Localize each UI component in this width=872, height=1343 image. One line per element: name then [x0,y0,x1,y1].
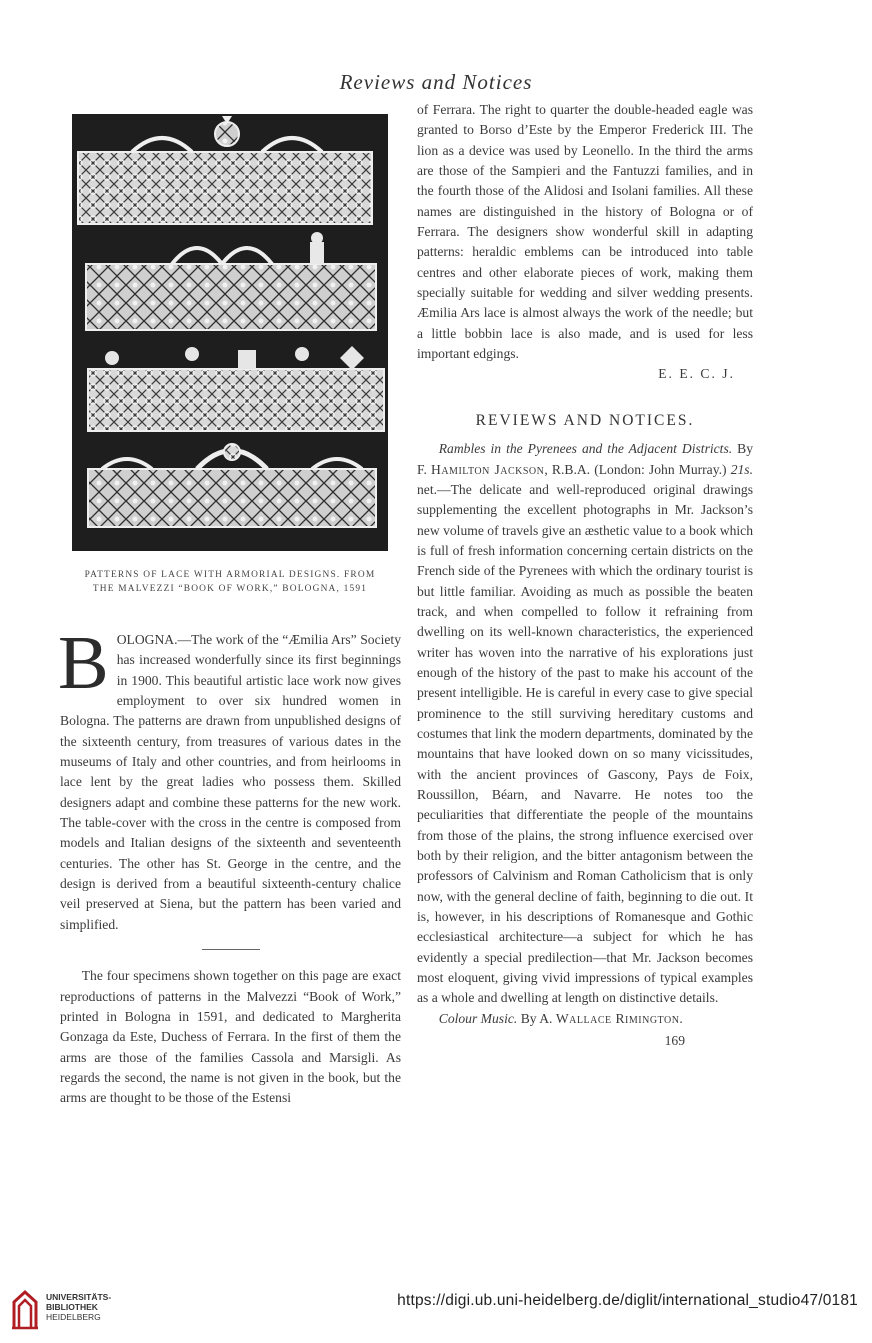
review-2-title: Colour Music. [438,1010,518,1026]
running-head: Reviews and Notices [339,70,533,94]
article-paragraph-1: OLOGNA.—The work of the “Æmilia Ars” Society has increased wonderfully since its first beginnings in 1900. This beautiful artistic lace work now gives employment to over six hundred women in Bologna. The patterns are drawn from unpublished designs of the sixteenth century, from treasures of various dates in the museums of Italy and other countries, and from heirlooms in lace lent by the great ladies who possess them. Skilled designers adapt and combine these patterns for the new work. The table-cover with the cross in the centre is composed from models and Italian designs of the sixteenth and seventeenth centuries. The other has St. George in the centre, and the design is derived from a beautiful sixteenth-century chalice veil preserved at Siena, but the pattern has been varied and simplified. [60,632,401,932]
source-url-link[interactable]: https://digi.ub.uni-heidelberg.de/diglit/international_studio47/0181 [397,1292,858,1309]
library-logo-icon [10,1288,40,1335]
library-name [46,1292,111,1322]
library-line-1: UNIVERSITÄTS- [46,1292,112,1302]
review-1-author: Hamilton Jackson [431,461,545,477]
drop-cap: B [58,621,109,705]
review-1-publisher: , R.B.A. (London: John Murray.) [544,461,731,477]
review-1-title: Rambles in the Pyrenees and the Adjacent Districts. [438,441,733,457]
review-2-author: Wallace Rimington. [555,1010,684,1026]
section-title: REVIEWS AND NOTICES. [475,411,695,429]
article-paragraph-2: The four specimens shown together on this page are exact reproductions of patterns in the Malvezzi “Book of Work,” printed in Bologna in 1591, and dedicated to Margherita Gonzaga da Este, Duchess of Ferrara. In the first of them the arms are those of the families Cassola and Marsigli. As regards the second, the name is not given in the book, but the arms are thought to be those of the Estensi [60,968,401,1106]
library-line-3: HEIDELBERG [46,1312,101,1322]
section-divider [202,949,260,950]
left-column [58,621,401,1109]
author-signature: E. E. C. J. [658,366,735,382]
review-1 [417,439,753,1009]
opening-paragraph [58,621,401,935]
right-column [417,100,753,1051]
page-number: 169 [664,1033,685,1049]
review-2 [417,1009,753,1029]
caption-line-1: PATTERNS OF LACE WITH ARMORIAL DESIGNS. FROM [84,570,376,580]
review-2-by: By A. [517,1010,556,1026]
library-line-2: BIBLIOTHEK [46,1302,98,1312]
footer-bar [0,1278,872,1343]
lace-patterns-plate [72,114,388,551]
review-1-by: By F. [417,441,754,477]
review-1-body: net.—The delicate and well-reproduced original drawings supplementing the excellent photographs in Mr. Jackson’s new volume of travels give an æsthetic value to a book which is full of fresh information concerning certain districts on the French side of the Pyrenees with which the ordinary tourist is but little familiar. Avoiding as much as possible the beaten track, and when compelled to follow it refraining from dwelling on its well-known characteristics, the experienced writer has woven into the narrative of his explorations just enough of the history of the past to make his account of the present intelligible. He is careful in every case to give special prominence to the still surviving hereditary customs and costumes that link the modern departments, dominated by the mountains that have looked down on so many vicissitudes, with the ancient provinces of Gascony, Pays de Foix, Roussillon, Béarn, and Navarre. He notes too the peculiarities that differentiate the people of the mountains from those of the plains, the strong influence exercised over both by their religion, and the bitter antagonism between the professors of Calvinism and Roman Catholicism that is only now, with the general decline of faith, beginning to die out. It is, however, in his descriptions of Romanesque and Gothic ecclesiastical architecture—a subject for which he has evidently a special predilection—that Mr. Jackson becomes most eloquent, giving vivid impressions of typical examples as a whole and dwelling at length on distinctive details. [417,481,753,1006]
review-1-price: 21s. [730,461,753,477]
figure-caption [60,568,400,596]
caption-line-2: THE MALVEZZI “BOOK OF WORK,” BOLOGNA, 1591 [92,584,368,594]
lace-illustration [72,114,388,551]
article-paragraph-3: of Ferrara. The right to quarter the double-headed eagle was granted to Borso d’Este by the Emperor Frederick III. The lion as a device was used by Leonello. In the third the arms are those of the Sampieri and the Fantuzzi families, and in the fourth those of the Alidosi and Isolani families. All these names are distinguished in the history of Bologna or of Ferrara. The designers show wonderful skill in adapting patterns: heraldic emblems can be introduced into table centres and other elaborate pieces of work, making them specially suitable for wedding and silver wedding presents. Æmilia Ars lace is almost always the work of the needle; but a little bobbin lace is also made, and is used for less important edgings. [417,102,753,362]
